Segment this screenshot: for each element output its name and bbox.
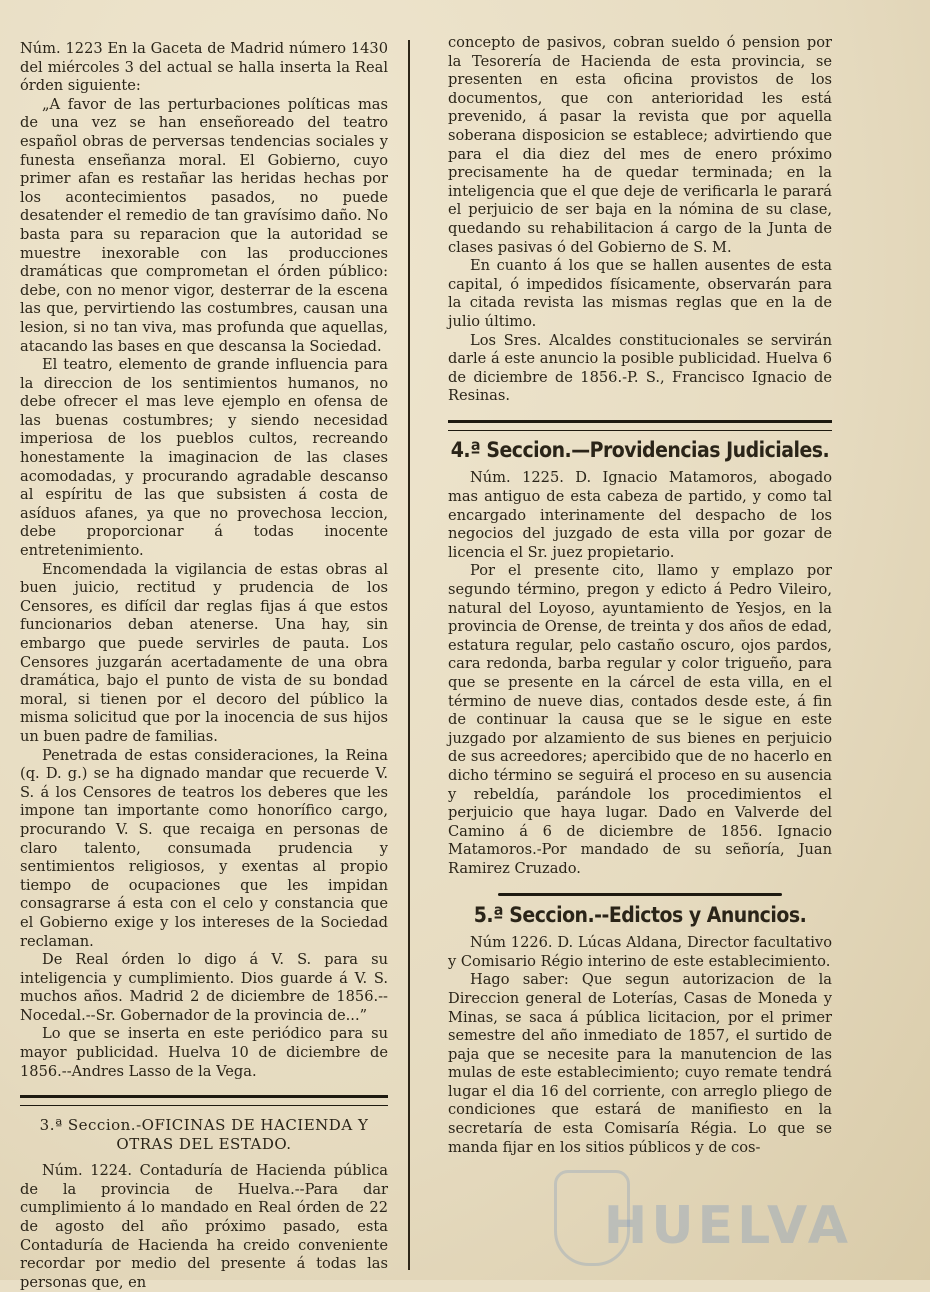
section-3-heading: 3.ª Seccion.-OFICINAS DE HACIENDA Y OTRAS DEL ESTADO.: [39, 1116, 369, 1154]
notice-1224-continued: concepto de pasivos, cobran sueldo ó pension por la Tesorería de Hacienda de esta provincia, se presenten en esta oficina provistos de los documentos, que con anterioridad les está prevenido, á pasar la revista que por aquella soberana disposicion se establece; advirtiendo que para el dia diez del mes de enero próximo precisamente ha de quedar terminada; en la inteligencia que el que deje de verificarla le parará el perjuicio de ser baja en la nómina de su clase, quedando su rehabilitacion á cargo de la Junta de clases pasivas ó del Gobierno de S. M.: [448, 34, 832, 256]
notice-1226-body: Hago saber: Que segun autorizacion de la Direccion general de Loterías, Casas de Moneda y Minas, se saca á pública licitacion, por el primer semestre del año inmediato de 1857, el surtido de paja que se necesite para la manutencion de las mulas de este establecimiento; cuyo remate tendrá lugar el dia 16 del corriente, con arreglo pliego de condiciones que estará de manifiesto en la secretaría de esta Comisaría Régia. Lo que se manda fijar en los sitios públicos y de cos-: [448, 971, 832, 1156]
royal-order-paragraph-4: Penetrada de estas consideraciones, la Reina (q. D. g.) se ha dignado mandar que recuerde V. S. á los Censores de teatros los deberes que les impone tan importante como honorífico cargo, procurando V. S. que recaiga en personas de claro talento, consumada prudencia y sentimientos religiosos, y exentas al propio tiempo de ocupaciones que les impidan consagrarse á esta con el celo y constancia que el Gobierno exige y los intereses de la Sociedad reclaman.: [20, 746, 388, 950]
notice-1225-intro: Núm. 1225. D. Ignacio Matamoros, abogado mas antiguo de esta cabeza de partido, y como tal encargado interinamente del despacho de los negocios del juzgado de esta villa por gozar de licencia el Sr. juez propietario.: [448, 469, 832, 561]
huelva-watermark: HUELVA: [603, 1196, 852, 1256]
publication-note: Lo que se inserta en este periódico para su mayor publicidad. Huelva 10 de diciembre de 1856.--Andres Lasso de la Vega.: [20, 1025, 388, 1080]
royal-order-paragraph-2: El teatro, elemento de grande influencia para la direccion de los sentimientos humanos, no debe ofrecer el mas leve ejemplo en ofensa de las buenas costumbres; y siendo necesidad imperiosa de los pueblos cultos, recreando honestamente la imaginacion de las clases acomodadas, y procurando agradable descanso al espíritu de las que subsisten á costa de asíduos afanes, ya que no provechosa leccion, debe proporcionar á todas inocente entretenimiento.: [20, 356, 388, 560]
notice-1225-edict: Por el presente cito, llamo y emplazo por segundo término, pregon y edicto á Pedro Vileiro, natural del Loyoso, ayuntamiento de Yesjos, en la provincia de Orense, de treinta y dos años de edad, estatura regular, pelo castaño oscuro, ojos pardos, cara redonda, barba regular y color trigueño, para que se presente en la cárcel de esta villa, en el término de nueve dias, contados desde este, á fin de continuar la causa que se le sigue en este juzgado por alzamiento de sus bienes en perjuicio de sus acreedores; apercibido que de no hacerlo en dicho término se seguirá el proceso en su ausencia y rebeldía, parándole los procedimientos el perjuicio que haya lugar. Dado en Valverde del Camino á 6 de diciembre de 1856. Ignacio Matamoros.-Por mandado de su señoría, Juan Ramirez Cruzado.: [448, 562, 832, 877]
royal-order-paragraph-1: „A favor de las perturbaciones políticas mas de una vez se han enseñoreado del teatro español obras de perversas tendencias sociales y funesta enseñanza moral. El Gobierno, cuyo primer afan es restañar las heridas hechas por los acontecimientos pasados, no puede desatender el remedio de tan gravísimo daño. No basta para su reparacion que la autoridad se muestre inexorable con las producciones dramáticas que comprometan el órden público: debe, con no menor vigor, desterrar de la escena las que, pervirtiendo las costumbres, causan una lesion, si no tan viva, mas profunda que aquellas, atacando las bases en que descansa la Sociedad.: [20, 95, 388, 355]
section-rule: [20, 1095, 388, 1106]
royal-order-paragraph-3: Encomendada la vigilancia de estas obras al buen juicio, rectitud y prudencia de los Censores, es difícil dar reglas fijas á que estos funcionarios deban atenerse. Una hay, sin embargo que puede servirles de pauta. Los Censores juzgarán acertadamente de una obra dramática, bajo el punto de vista de su bondad moral, si tienen por el decoro del público la misma solicitud que por la inocencia de sus hijos un buen padre de familias.: [20, 560, 388, 745]
section-rule-short: [498, 893, 782, 896]
section-4-heading: 4.ª Seccion.—Providencias Judiciales.: [450, 437, 830, 462]
right-column: [448, 34, 832, 1157]
left-column: [20, 40, 388, 1292]
notice-1224-absent: En cuanto á los que se hallen ausentes de esta capital, ó impedidos físicamente, observarán para la citada revista las mismas reglas que en la de julio último.: [448, 257, 832, 330]
notice-1224: Núm. 1224. Contaduría de Hacienda pública de la provincia de Huelva.--Para dar cumplimiento á lo mandado en Real órden de 22 de agosto del año próximo pasado, esta Contaduría de Hacienda ha creido conveniente recordar por medio del presente á todas las personas que, en: [20, 1162, 388, 1291]
royal-order-closing: De Real órden lo digo á V. S. para su inteligencia y cumplimiento. Dios guarde á V. S. muchos años. Madrid 2 de diciembre de 1856.--Nocedal.--Sr. Gobernador de la provincia de...”: [20, 951, 388, 1024]
section-5-heading: 5.ª Seccion.--Edictos y Anuncios.: [473, 902, 807, 927]
notice-1224-closing: Los Sres. Alcaldes constitucionales se servirán darle á este anuncio la posible publicidad. Huelva 6 de diciembre de 1856.-P. S., Francisco Ignacio de Resinas.: [448, 331, 832, 405]
column-divider: [408, 40, 410, 1270]
section-rule: [448, 420, 832, 431]
notice-1223-intro: Núm. 1223 En la Gaceta de Madrid número 1430 del miércoles 3 del actual se halla inserta la Real órden siguiente:: [20, 40, 388, 95]
notice-1226-intro: Núm 1226. D. Lúcas Aldana, Director facultativo y Comisario Régio interino de este establecimiento.: [448, 934, 832, 970]
